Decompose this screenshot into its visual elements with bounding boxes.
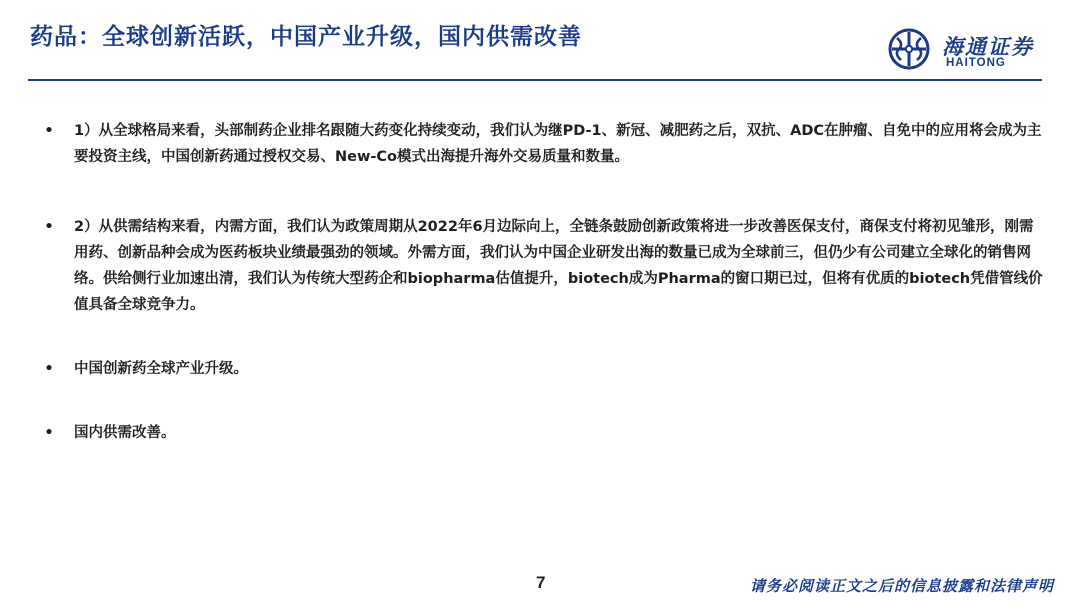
bullet-text: 1）从全球格局来看，头部制药企业排名跟随大药变化持续变动，我们认为继PD-1、新冠、减肥药之后，双抗、ADC在肿瘤、自免中的应用将会成为主要投资主线，中国创新药通过授权交易、New-Co模式出海提升海外交易质量和数量。 [74, 123, 1042, 165]
bullet-marker: • [44, 219, 54, 235]
haitong-logo-icon [888, 28, 930, 70]
bullet-item [44, 214, 1044, 318]
bullet-item [44, 356, 1044, 382]
bullet-list [44, 118, 1044, 446]
bullet-text: 中国创新药全球产业升级。 [74, 361, 248, 377]
bullet-item [44, 118, 1044, 170]
bullet-text: 2）从供需结构来看，内需方面，我们认为政策周期从2022年6月边际向上，全链条鼓励创新政策将进一步改善医保支付，商保支付将初见雏形，刚需用药、创新品种会成为医药板块业绩最强劲的领域。外需方面，我们认为中国企业研发出海的数量已成为全球前三，但仍少有公司建立全球化的销售网络。供给侧行业加速出清，我们认为传统大型药企和biopharma估值提升，biotech成为Pharma的窗口期已过，但将有优质的biotech凭借管线价值具备全球竞争力。 [74, 219, 1043, 313]
page-number: 7 [536, 573, 546, 592]
bullet-marker: • [44, 361, 54, 377]
haitong-logo [886, 24, 1046, 74]
bullet-marker: • [44, 425, 54, 441]
header-divider [28, 79, 1042, 81]
bullet-text: 国内供需改善。 [74, 425, 176, 441]
legal-disclaimer: 请务必阅读正文之后的信息披露和法律声明 [749, 577, 1054, 595]
logo-english-name: HAITONG [946, 57, 1006, 69]
bullet-item [44, 420, 1044, 446]
slide-title: 药品：全球创新活跃，中国产业升级，国内供需改善 [30, 24, 582, 50]
logo-chinese-name: 海通证券 [942, 34, 1034, 59]
bullet-marker: • [44, 123, 54, 139]
